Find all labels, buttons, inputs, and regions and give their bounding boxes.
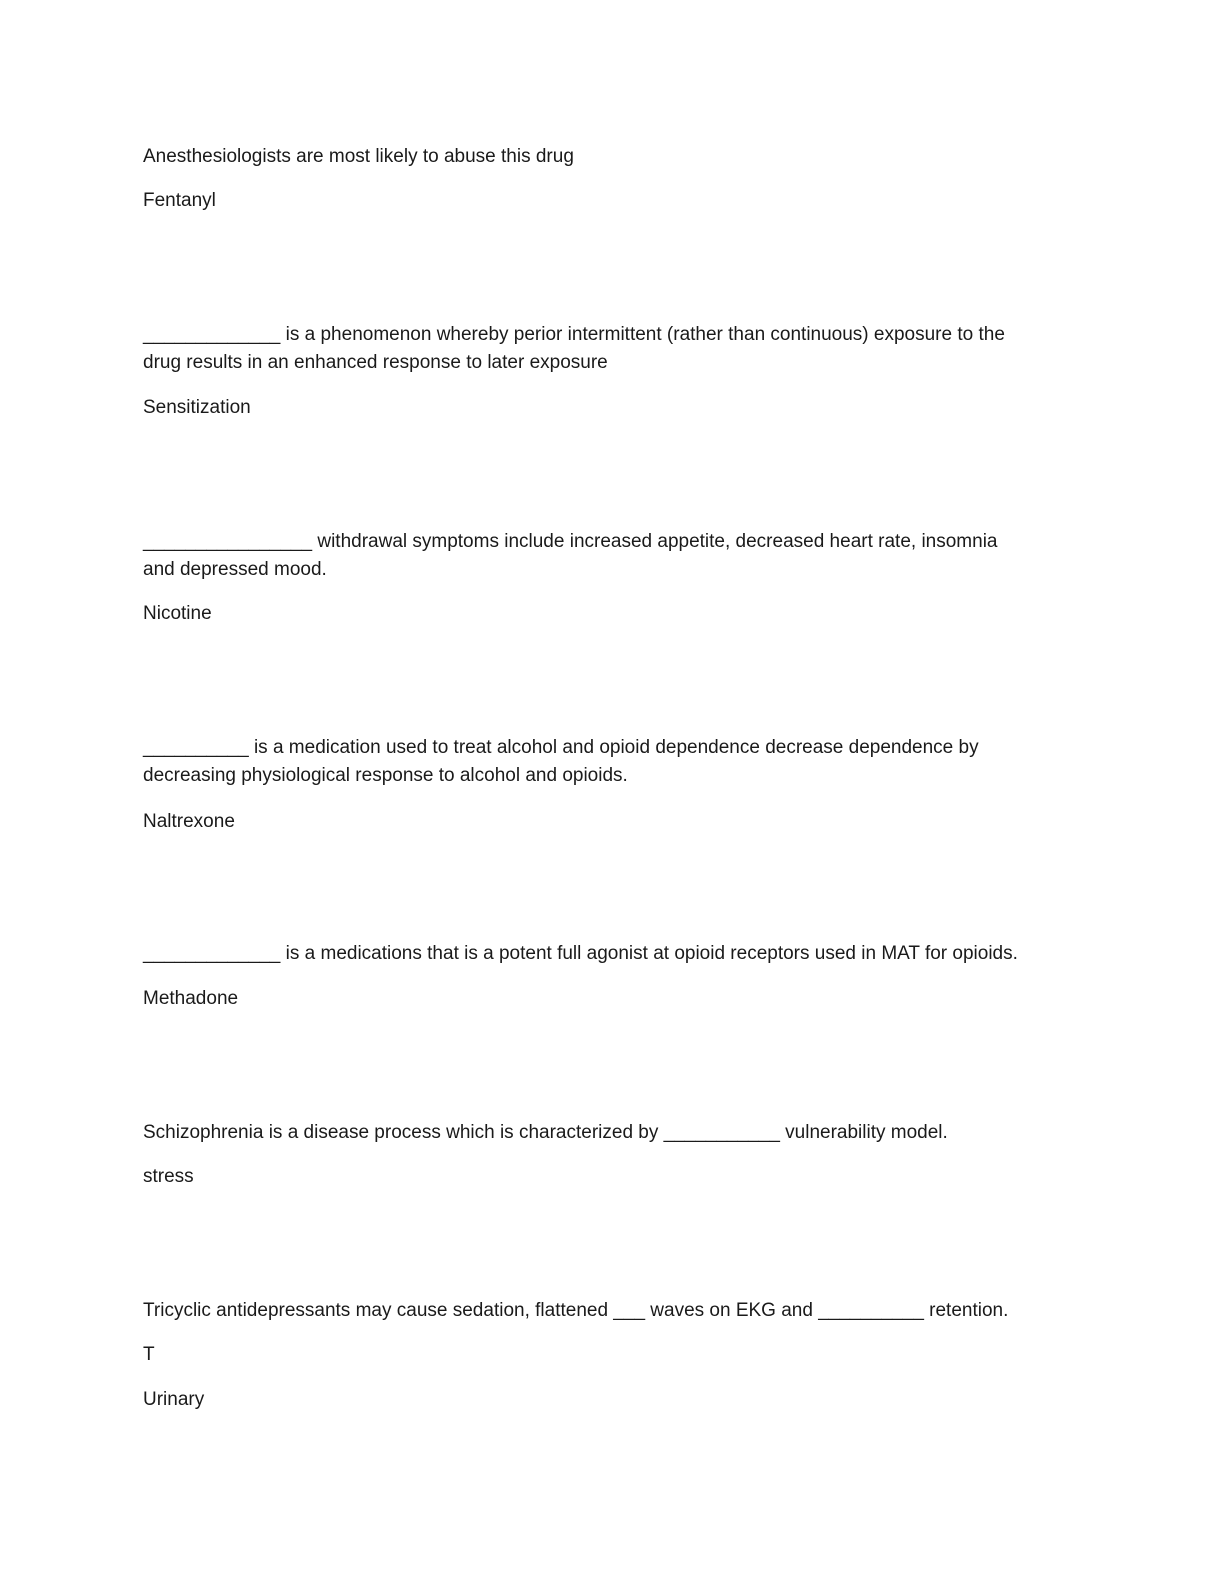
question-3-line-1: ________________ withdrawal symptoms include increased appetite, decreased heart rate, insomnia: [143, 531, 998, 552]
question-3-line-2: and depressed mood.: [143, 559, 327, 580]
question-2-line-1: _____________ is a phenomenon whereby perior intermittent (rather than continuous) exposure to the: [143, 324, 1005, 345]
answer-6: stress: [143, 1166, 194, 1187]
question-7-line-1: Tricyclic antidepressants may cause sedation, flattened ___ waves on EKG and __________ retention.: [143, 1300, 1009, 1321]
answer-3: Nicotine: [143, 603, 212, 624]
answer-7a: T: [143, 1344, 155, 1365]
answer-1: Fentanyl: [143, 190, 216, 211]
question-1-line-1: Anesthesiologists are most likely to abuse this drug: [143, 146, 574, 167]
answer-2: Sensitization: [143, 397, 251, 418]
question-4-line-2: decreasing physiological response to alcohol and opioids.: [143, 765, 628, 786]
answer-4: Naltrexone: [143, 811, 235, 832]
answer-5: Methadone: [143, 988, 239, 1009]
question-5-line-1: _____________ is a medications that is a potent full agonist at opioid receptors used in MAT for opioids.: [143, 943, 1018, 964]
question-2-line-2: drug results in an enhanced response to later exposure: [143, 352, 608, 373]
question-4-line-1: __________ is a medication used to treat alcohol and opioid dependence decrease dependence by: [143, 737, 979, 758]
question-6-line-1: Schizophrenia is a disease process which is characterized by ___________ vulnerability model.: [143, 1122, 948, 1143]
answer-7b: Urinary: [143, 1389, 205, 1410]
